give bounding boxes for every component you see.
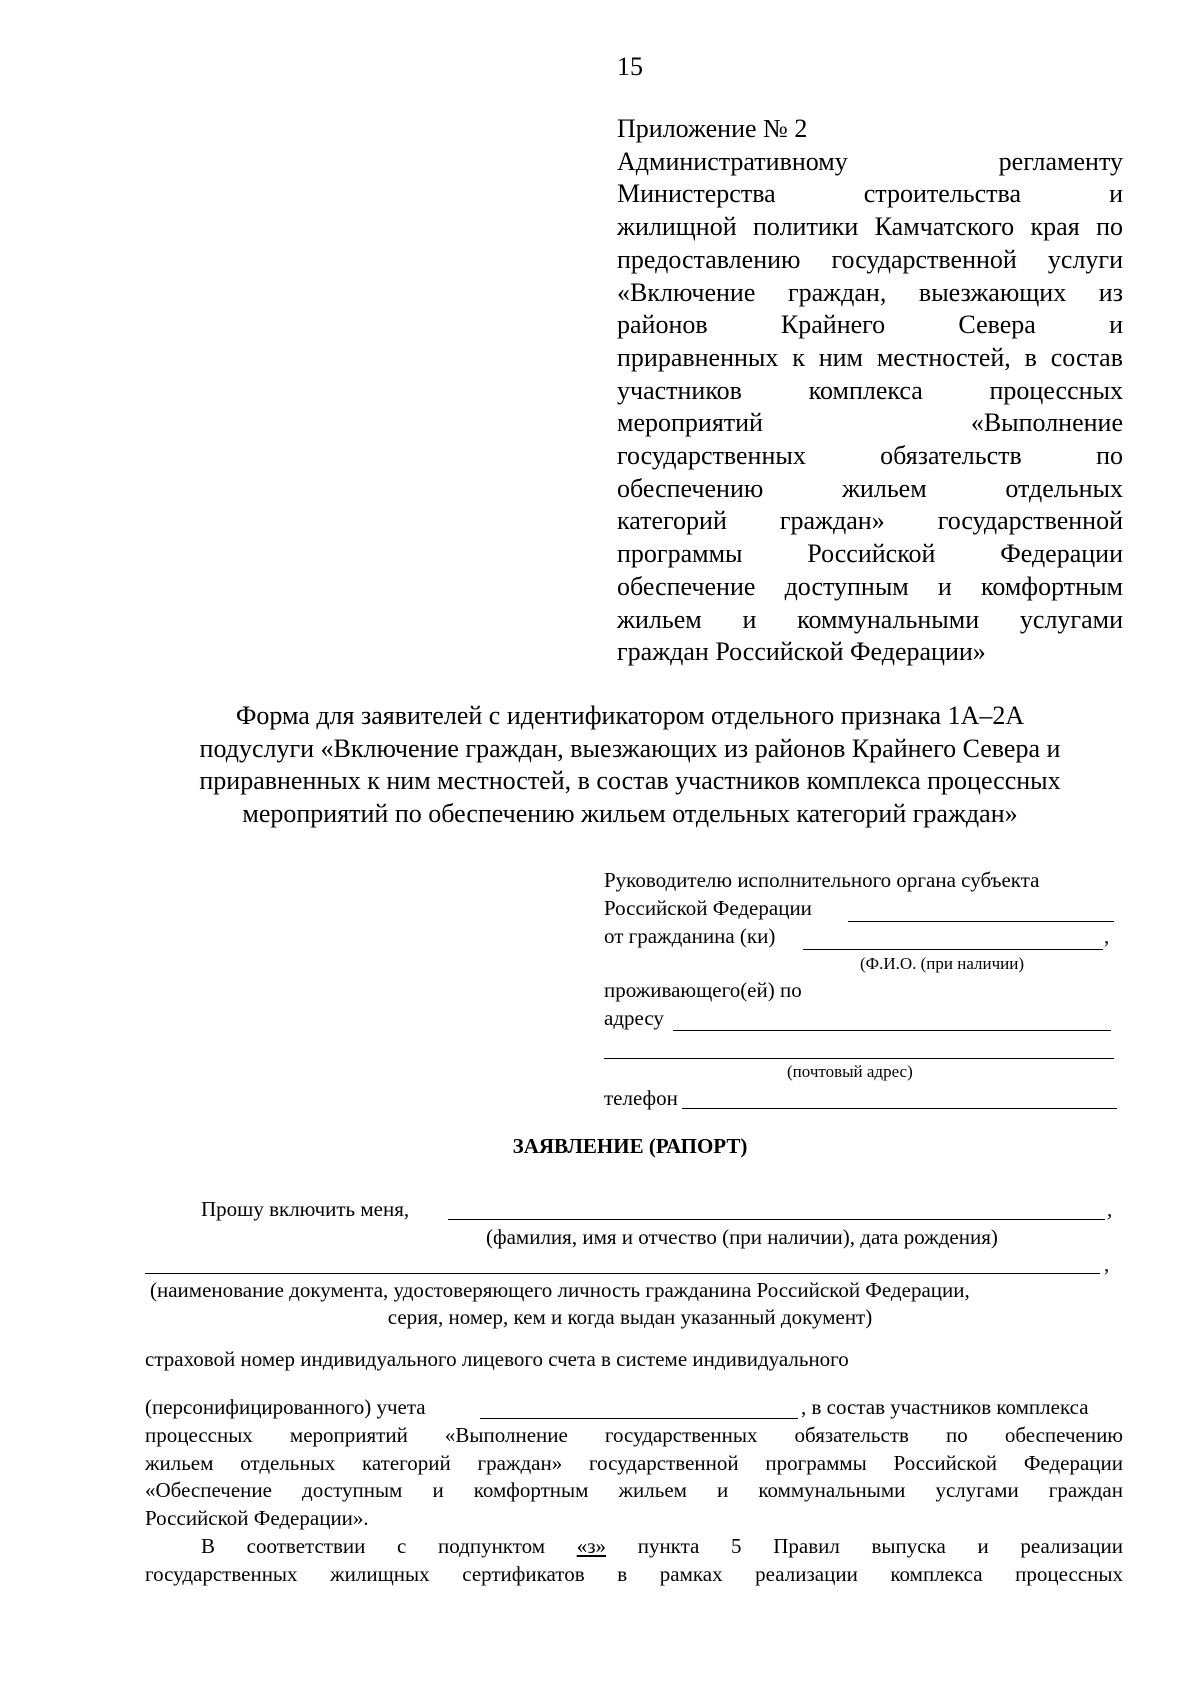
form-title-line: Форма для заявителей с идентификатором отдельного признака 1А–2А: [235, 701, 1025, 730]
address-field[interactable]: [673, 1030, 1111, 1031]
form-title-line: подуслуги «Включение граждан, выезжающих из районов Крайнего Севера и: [199, 733, 1061, 763]
applicant-name-field[interactable]: [448, 1219, 1105, 1220]
appendix-line: жилищной политики Камчатского края по: [617, 212, 1123, 242]
appendix-line: участников комплекса процессных: [617, 375, 1123, 405]
appendix-line: категорий граждан» государственной: [617, 506, 1123, 536]
personified-label: (персонифицированного) учета: [145, 1395, 426, 1419]
appendix-line: Приложение № 2: [617, 114, 808, 143]
snils-line: страховой номер индивидуального лицевого счета в системе индивидуального: [145, 1347, 849, 1371]
address-label: адресу: [604, 1006, 664, 1030]
fio-caption: (Ф.И.О. (при наличии): [860, 954, 1025, 973]
appendix-line: приравненных к ним местностей, в состав: [617, 342, 1123, 372]
paragraph-1: [145, 1422, 1123, 1532]
paragraph-line: «Обеспечение доступным и комфортным жильем и коммунальными услугами граждан: [145, 1478, 1123, 1503]
residing-label: проживающего(ей) по: [604, 978, 802, 1002]
snils-number-field[interactable]: [480, 1418, 798, 1419]
address-field-2[interactable]: [604, 1058, 1114, 1059]
personified-rest: , в состав участников комплекса: [801, 1395, 1089, 1419]
phone-label: телефон: [604, 1086, 678, 1110]
form-title-line: мероприятий по обеспечению жильем отдельных категорий граждан»: [242, 798, 1018, 828]
name-caption: (фамилия, имя и отчество (при наличии), дата рождения): [486, 1225, 998, 1249]
para2-start: В соответствии с подпунктом: [201, 1534, 546, 1558]
appendix-header: [617, 113, 1123, 669]
appendix-line: программы Российской Федерации: [617, 539, 1123, 569]
id-caption-2: серия, номер, кем и когда выдан указанный документ): [387, 1305, 873, 1329]
document-title: ЗАЯВЛЕНИЕ (РАПОРТ): [512, 1134, 748, 1158]
para2-rest: пункта 5 Правил выпуска и реализации: [637, 1534, 1124, 1558]
appendix-line: обеспечение доступным и комфортным: [617, 571, 1123, 601]
identity-document-field[interactable]: [145, 1273, 1100, 1274]
appendix-line: Министерства строительства и: [617, 179, 1123, 209]
paragraph-line: [145, 1533, 1123, 1561]
paragraph-line: государственных жилищных сертификатов в рамках реализации комплекса процессных: [145, 1561, 1123, 1586]
form-title: [130, 700, 1130, 830]
request-label: Прошу включить меня,: [201, 1197, 410, 1221]
appendix-line: граждан Российской Федерации»: [617, 637, 986, 667]
postal-address-caption: (почтовый адрес): [787, 1062, 913, 1081]
authority-name-field[interactable]: [848, 921, 1114, 922]
appendix-line: «Включение граждан, выезжающих из: [617, 277, 1123, 307]
appendix-line: мероприятий «Выполнение: [617, 408, 1123, 438]
page-number: 15: [617, 52, 643, 81]
paragraph-line: жильем отдельных категорий граждан» государственной программы Российской Федерации: [145, 1450, 1123, 1475]
appendix-line: жильем и коммунальными услугами: [617, 604, 1123, 634]
id-comma: ,: [1104, 1252, 1110, 1276]
request-comma: ,: [1107, 1197, 1113, 1221]
subparagraph-link[interactable]: «з»: [576, 1534, 607, 1558]
addressee-line-2: Российской Федерации: [604, 896, 812, 920]
paragraph-line: Российской Федерации».: [145, 1505, 369, 1530]
appendix-line: районов Крайнего Севера и: [617, 310, 1123, 340]
form-title-line: приравненных к ним местностей, в состав участников комплекса процессных: [199, 766, 1061, 795]
appendix-line: Административному регламенту: [617, 146, 1123, 176]
appendix-line: обеспечению жильем отдельных: [617, 473, 1123, 503]
citizen-name-field[interactable]: [803, 949, 1103, 950]
paragraph-line: процессных мероприятий «Выполнение государственных обязательств по обеспечению: [145, 1423, 1123, 1447]
paragraph-2: [145, 1533, 1123, 1588]
from-citizen-label: от гражданина (ки): [604, 924, 776, 948]
addressee-line-1: Руководителю исполнительного органа субъекта: [604, 868, 1040, 892]
from-comma: ,: [1104, 924, 1110, 948]
appendix-line: предоставлению государственной услуги: [617, 244, 1123, 274]
id-caption-1: (наименование документа, удостоверяющего личность гражданина Российской Федерации,: [150, 1278, 970, 1302]
phone-field[interactable]: [682, 1108, 1117, 1109]
appendix-line: государственных обязательств по: [617, 441, 1123, 471]
